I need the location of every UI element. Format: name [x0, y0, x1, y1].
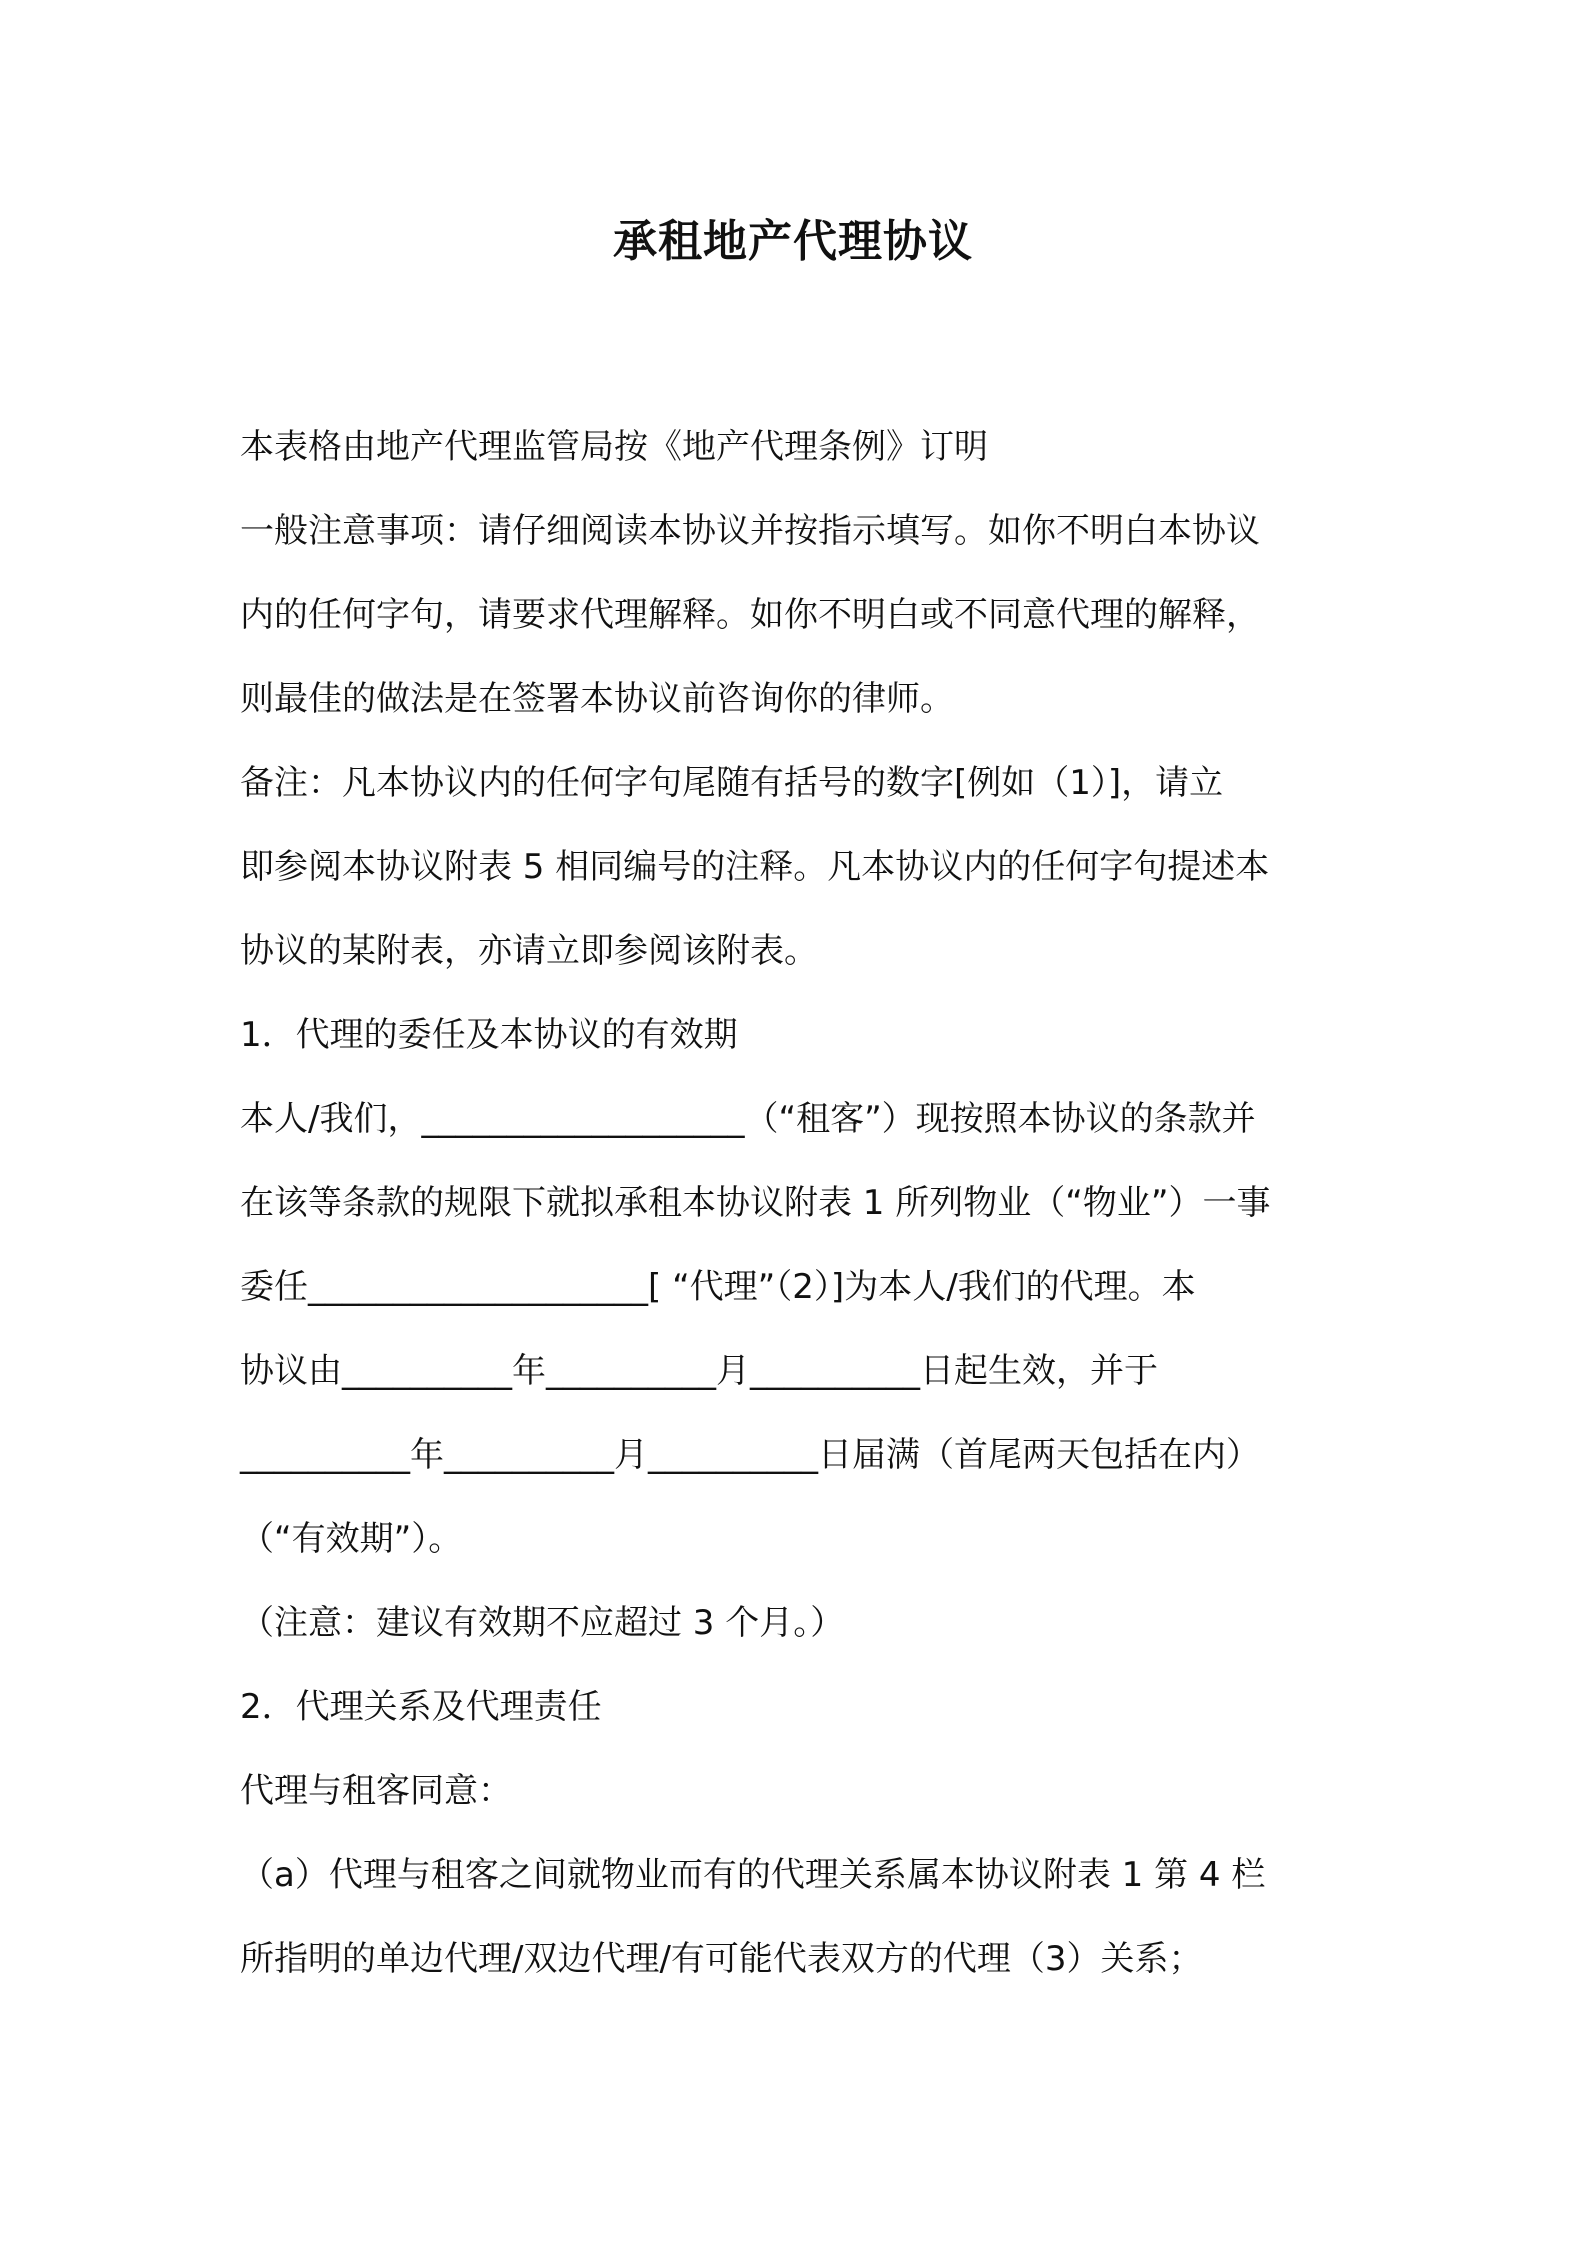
body-line-clause-a-1: （a）代理与租客之间就物业而有的代理关系属本协议附表 1 第 4 栏 [240, 1855, 1266, 1895]
body-line-remark-2: 即参阅本协议附表 5 相同编号的注释。凡本协议内的任何字句提述本 [240, 847, 1270, 887]
body-line-form-source: 本表格由地产代理监管局按《地产代理条例》订明 [240, 427, 988, 467]
body-line-remark-1: 备注：凡本协议内的任何字句尾随有括号的数字[例如（1）]，请立 [240, 763, 1224, 803]
section-heading-1: 1．代理的委任及本协议的有效期 [240, 1015, 738, 1055]
document-body [240, 405, 1360, 2001]
document-title: 承租地产代理协议 [613, 216, 973, 267]
body-line-validity-end: __________年__________月__________日届满（首尾两天包括在内） [240, 1435, 1260, 1475]
body-line-general-notice-1: 一般注意事项：请仔细阅读本协议并按指示填写。如你不明白本协议 [240, 511, 1260, 551]
body-line-clause-a-2: 所指明的单边代理/双边代理/有可能代表双方的代理（3）关系； [240, 1939, 1203, 1979]
body-line-general-notice-3: 则最佳的做法是在签署本协议前咨询你的律师。 [240, 679, 954, 719]
body-line-remark-3: 协议的某附表，亦请立即参阅该附表。 [240, 931, 818, 971]
section-heading-2: 2．代理关系及代理责任 [240, 1687, 602, 1727]
body-line-validity-note: （注意：建议有效期不应超过 3 个月。） [240, 1603, 845, 1643]
body-line-general-notice-2: 内的任何字句，请要求代理解释。如你不明白或不同意代理的解释， [240, 595, 1260, 635]
body-line-validity-start: 协议由__________年__________月__________日起生效，并于 [240, 1351, 1158, 1391]
body-line-appointment-2: 在该等条款的规限下就拟承租本协议附表 1 所列物业（“物业”）一事 [240, 1183, 1271, 1223]
body-line-appointment-3: 委任____________________[ “代理”（2）]为本人/我们的代理。本 [240, 1267, 1196, 1307]
body-line-validity-term: （“有效期”）。 [240, 1519, 463, 1559]
body-line-appointment-1: 本人/我们，___________________（“租客”）现按照本协议的条款并 [240, 1099, 1256, 1139]
body-line-agreement-intro: 代理与租客同意： [240, 1771, 512, 1811]
